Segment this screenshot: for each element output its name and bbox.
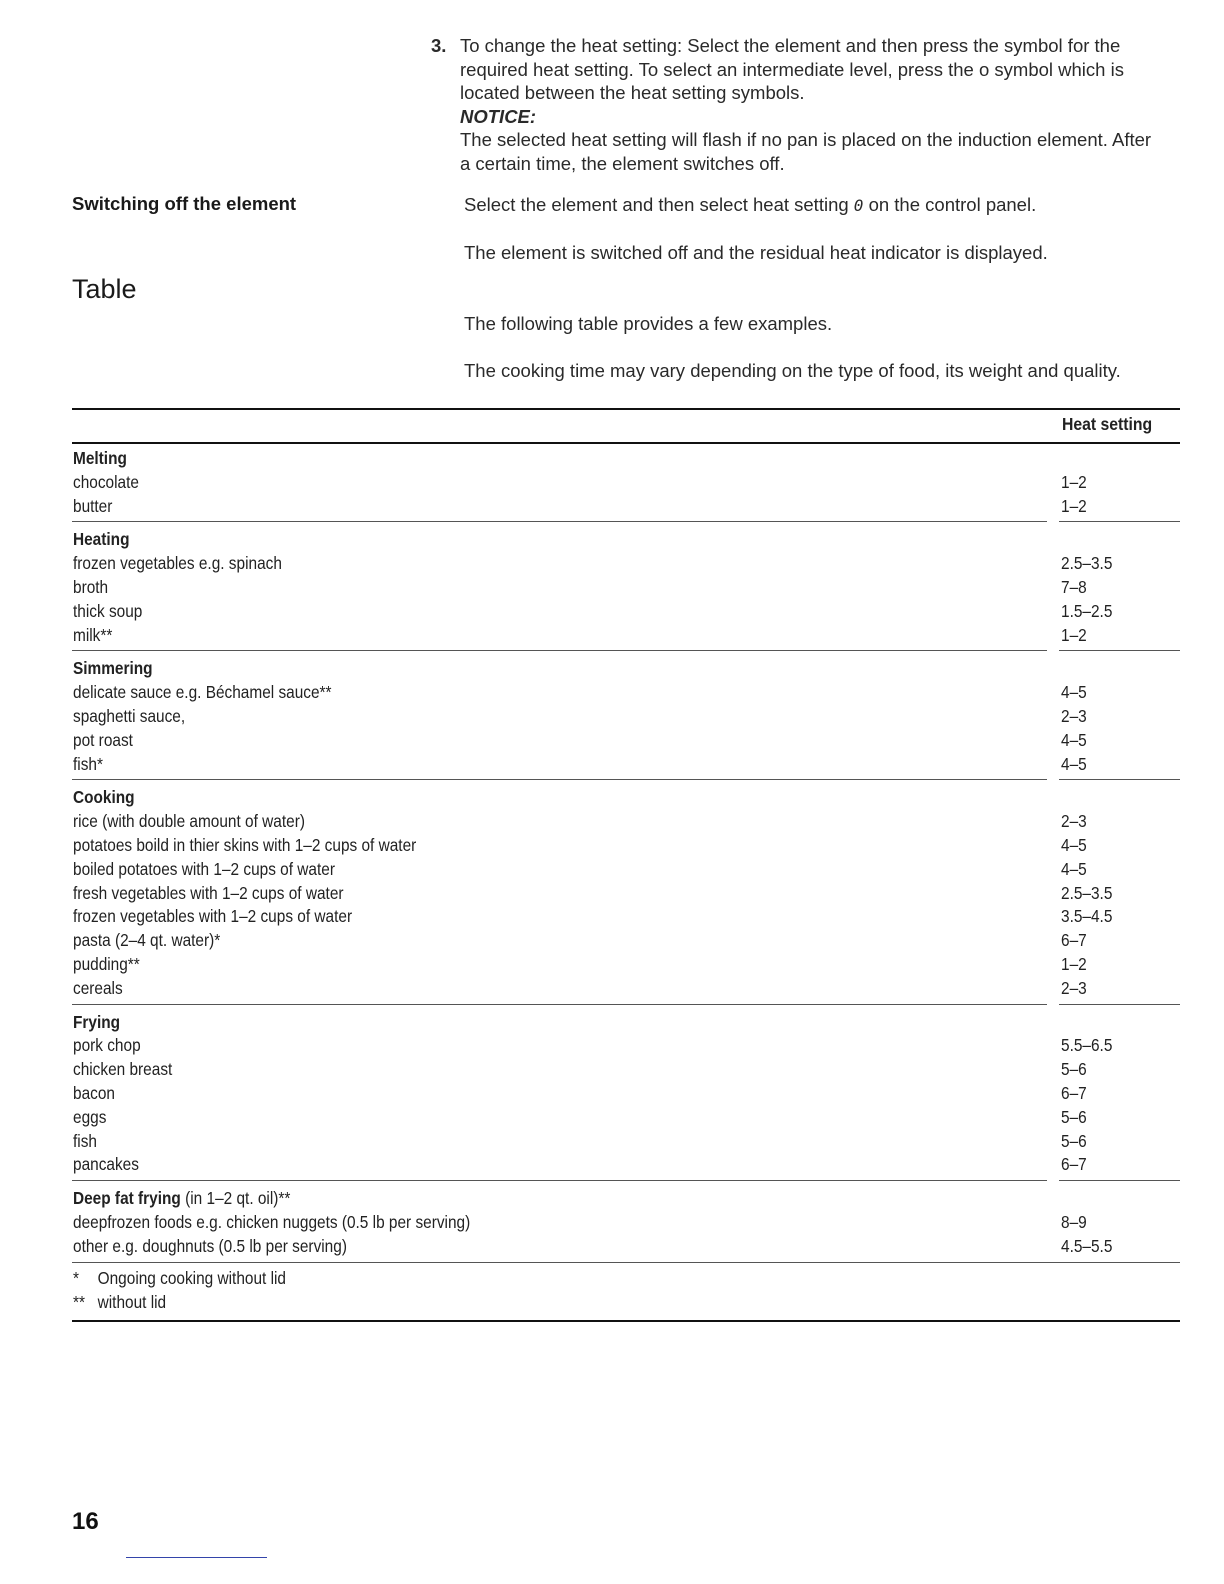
table-row	[72, 978, 1180, 1002]
heat-setting-cell: 1–2	[1061, 495, 1087, 516]
heat-setting-cell: 1–2	[1061, 624, 1087, 645]
heat-setting-cell: 4–5	[1061, 858, 1087, 879]
table-footnote-rule	[72, 1262, 1180, 1263]
heat-setting-zero-symbol: 0	[853, 196, 864, 215]
food-cell: bacon	[73, 1082, 115, 1103]
group-separator-left	[72, 521, 1047, 522]
table-row	[72, 1059, 1180, 1083]
table-intro: The following table provides a few examples.	[464, 313, 833, 334]
heat-setting-cell: 4–5	[1061, 834, 1087, 855]
heat-setting-cell: 4.5–5.5	[1061, 1235, 1113, 1256]
heat-setting-cell: 2–3	[1061, 811, 1087, 832]
heat-setting-cell: 7–8	[1061, 576, 1087, 597]
heat-setting-cell: 5–6	[1061, 1130, 1087, 1151]
switched-off-info: The element is switched off and the residual heat indicator is displayed.	[464, 242, 1048, 263]
food-cell: pork chop	[73, 1035, 141, 1056]
group-title-text: Frying	[73, 1011, 121, 1032]
group-separator-right	[1059, 1180, 1180, 1181]
heat-setting-cell: 6–7	[1061, 930, 1087, 951]
table-row	[72, 577, 1180, 601]
heat-setting-cell: 4–5	[1061, 729, 1087, 750]
bottom-link-underline	[126, 1557, 267, 1558]
table-row	[72, 906, 1180, 930]
instruction-text-end: on the control panel.	[863, 194, 1037, 215]
table-row	[72, 496, 1180, 520]
table-row	[72, 1236, 1180, 1260]
table-row	[72, 1035, 1180, 1059]
heat-setting-cell: 1–2	[1061, 953, 1087, 974]
heat-setting-cell: 5.5–6.5	[1061, 1035, 1113, 1056]
table-row	[72, 1107, 1180, 1131]
food-cell: spaghetti sauce,	[73, 705, 186, 726]
heat-setting-cell: 1.5–2.5	[1061, 600, 1113, 621]
table-top-rule	[72, 408, 1180, 410]
table-row	[72, 1212, 1180, 1236]
step-line: located between the heat setting symbols.	[460, 82, 805, 103]
group-title	[73, 787, 135, 808]
food-cell: pasta (2–4 qt. water)*	[73, 930, 221, 951]
table-row	[72, 859, 1180, 883]
group-separator-left	[72, 650, 1047, 651]
food-cell: other e.g. doughnuts (0.5 lb per serving)	[73, 1235, 347, 1256]
group-title-text: Deep fat frying	[73, 1188, 181, 1209]
food-cell: pudding**	[73, 953, 140, 974]
heat-setting-cell: 3.5–4.5	[1061, 906, 1113, 927]
group-separator-left	[72, 1180, 1047, 1181]
heat-setting-cell: 2–3	[1061, 977, 1087, 998]
food-cell: fish	[73, 1130, 97, 1151]
table-header-rule	[72, 442, 1180, 444]
heat-setting-cell: 4–5	[1061, 682, 1087, 703]
step-text	[460, 34, 1190, 175]
food-cell: delicate sauce e.g. Béchamel sauce**	[73, 682, 332, 703]
food-cell: boiled potatoes with 1–2 cups of water	[73, 858, 335, 879]
group-separator-left	[72, 779, 1047, 780]
heat-setting-cell: 6–7	[1061, 1082, 1087, 1103]
notice-line: a certain time, the element switches off.	[460, 152, 785, 174]
food-cell: butter	[73, 495, 113, 516]
group-title-text: Cooking	[73, 787, 135, 808]
group-title-note: (in 1–2 qt. oil)**	[180, 1188, 291, 1209]
table-row	[72, 1083, 1180, 1107]
food-cell: chocolate	[73, 471, 139, 492]
table-row	[72, 930, 1180, 954]
group-separator-right	[1059, 779, 1180, 780]
footnote	[73, 1292, 166, 1313]
notice-label: NOTICE:	[460, 105, 537, 127]
food-cell: chicken breast	[73, 1059, 173, 1080]
food-cell: thick soup	[73, 600, 143, 621]
table-heading: Table	[72, 274, 137, 304]
heat-setting-cell: 4–5	[1061, 753, 1087, 774]
table-row	[72, 811, 1180, 835]
group-title	[73, 1188, 290, 1209]
group-separator-left	[72, 1004, 1047, 1005]
table-row	[72, 730, 1180, 754]
food-cell: broth	[73, 576, 109, 597]
group-title-text: Simmering	[73, 658, 153, 679]
footnote-text: Ongoing cooking without lid	[97, 1267, 286, 1288]
group-title-text: Melting	[73, 448, 127, 468]
step-number: 3.	[431, 35, 447, 56]
food-cell: fish*	[73, 753, 103, 774]
table-row	[72, 682, 1180, 706]
table-note: The cooking time may vary depending on the type of food, its weight and quality.	[464, 360, 1121, 381]
switching-off-label: Switching off the element	[72, 193, 297, 214]
food-cell: potatoes boild in thier skins with 1–2 cups of water	[73, 834, 417, 855]
table-row	[72, 835, 1180, 859]
table-row	[72, 1154, 1180, 1178]
food-cell: frozen vegetables e.g. spinach	[73, 553, 282, 574]
food-cell: fresh vegetables with 1–2 cups of water	[73, 882, 344, 903]
table-row	[72, 472, 1180, 496]
food-cell: pancakes	[73, 1154, 139, 1175]
group-title-text: Heating	[73, 529, 130, 550]
group-separator-right	[1059, 650, 1180, 651]
table-row	[72, 706, 1180, 730]
food-cell: deepfrozen foods e.g. chicken nuggets (0.5 lb per serving)	[73, 1211, 471, 1232]
footnote	[73, 1268, 286, 1289]
footnote-mark: *	[73, 1267, 79, 1288]
footnote-text: without lid	[97, 1291, 167, 1312]
food-cell: pot roast	[73, 729, 133, 750]
heat-setting-cell: 6–7	[1061, 1154, 1087, 1175]
group-separator-right	[1059, 1004, 1180, 1005]
food-cell: rice (with double amount of water)	[73, 811, 305, 832]
footnote-mark: **	[73, 1291, 85, 1312]
food-cell: eggs	[73, 1106, 107, 1127]
notice-line: The selected heat setting will flash if no pan is placed on the induction element. After	[460, 129, 1152, 150]
heat-setting-cell: 1–2	[1061, 471, 1087, 492]
food-cell: frozen vegetables with 1–2 cups of water	[73, 906, 353, 927]
group-title	[73, 1012, 120, 1033]
table-row	[72, 1131, 1180, 1155]
food-cell: milk**	[73, 624, 113, 645]
group-title	[73, 658, 153, 679]
step-line: To change the heat setting: Select the element and then press the symbol for the	[460, 35, 1121, 56]
heat-setting-cell: 2.5–3.5	[1061, 882, 1113, 903]
step-line: required heat setting. To select an intermediate level, press the o symbol which is	[460, 58, 1124, 80]
heat-setting-cell: 2.5–3.5	[1061, 553, 1113, 574]
group-title	[73, 448, 127, 469]
switching-off-instruction	[464, 193, 1194, 218]
table-row	[72, 883, 1180, 907]
table-row	[72, 954, 1180, 978]
table-row	[72, 625, 1180, 649]
table-bottom-rule	[72, 1320, 1180, 1322]
food-cell: cereals	[73, 977, 123, 998]
heat-setting-header: Heat setting	[1062, 414, 1153, 434]
table-row	[72, 754, 1180, 778]
group-title	[73, 529, 129, 550]
heat-setting-cell: 2–3	[1061, 705, 1087, 726]
table-row	[72, 601, 1180, 625]
heat-setting-cell: 8–9	[1061, 1211, 1087, 1232]
heat-setting-cell: 5–6	[1061, 1106, 1087, 1127]
instruction-text: Select the element and then select heat setting	[464, 194, 854, 215]
group-separator-right	[1059, 521, 1180, 522]
page-number: 16	[72, 1508, 99, 1535]
heat-setting-cell: 5–6	[1061, 1059, 1087, 1080]
table-row	[72, 553, 1180, 577]
